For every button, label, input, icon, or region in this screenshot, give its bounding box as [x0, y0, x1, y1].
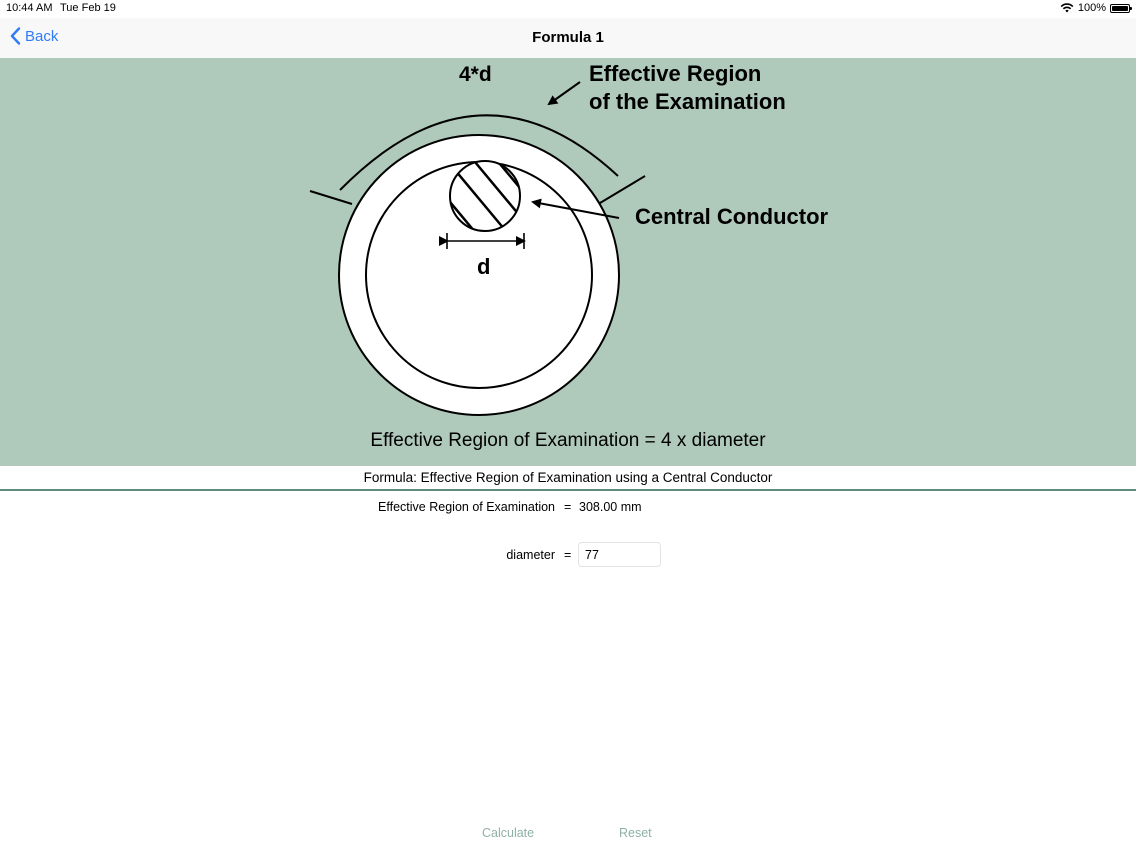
diameter-equals: = — [564, 548, 572, 562]
battery-percent: 100% — [1077, 2, 1106, 14]
label-d: d — [477, 254, 491, 279]
region-pointer-arrow — [549, 82, 580, 104]
result-equals: = — [564, 500, 572, 514]
section-divider — [0, 489, 1136, 491]
formula-diagram — [0, 58, 1136, 466]
label-4d: 4*d — [459, 63, 492, 86]
region-tick-left — [310, 191, 352, 204]
label-effective-region-line1: Effective Region — [589, 61, 762, 86]
conductor-diagram-drawing — [0, 58, 1136, 466]
battery-icon — [1110, 4, 1130, 13]
battery-fill — [1112, 6, 1128, 11]
status-time: 10:44 AM — [6, 2, 53, 14]
region-tick-right — [600, 176, 645, 203]
page-title: Formula 1 — [532, 29, 604, 46]
label-central-conductor: Central Conductor — [635, 204, 829, 229]
result-value: 308.00 mm — [579, 500, 642, 514]
diagram-equation: Effective Region of Examination = 4 x diameter — [370, 430, 766, 451]
result-label: Effective Region of Examination — [378, 500, 555, 514]
diameter-input[interactable] — [578, 542, 661, 567]
wifi-icon — [1060, 3, 1074, 13]
formula-caption: Formula: Effective Region of Examination using a Central Conductor — [363, 470, 773, 485]
calculate-button[interactable]: Calculate — [482, 826, 535, 840]
diameter-label: diameter — [506, 548, 555, 562]
central-conductor-circle — [450, 161, 520, 231]
label-effective-region-line2: of the Examination — [589, 89, 786, 114]
status-date: Tue Feb 19 — [60, 2, 116, 14]
back-label: Back — [25, 27, 59, 45]
status-right — [1060, 2, 1130, 14]
reset-button[interactable]: Reset — [619, 826, 652, 840]
status-bar — [0, 0, 1136, 18]
navigation-bar — [0, 18, 1136, 58]
